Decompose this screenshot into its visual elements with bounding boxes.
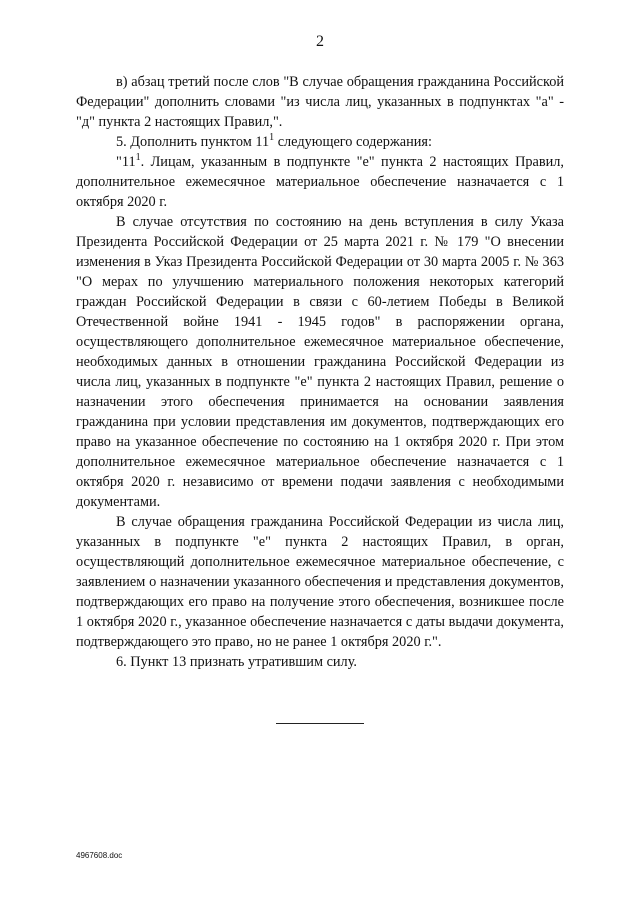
item-11-1-number: "11 bbox=[116, 154, 136, 170]
footer-file-reference: 4967608.doc bbox=[76, 851, 123, 860]
page-number: 2 bbox=[316, 33, 324, 50]
document-body bbox=[76, 72, 564, 672]
paragraph-amendment-v: в) абзац третий после слов "В случае обращения гражданина Российской Федерации" дополнить словами "из числа лиц, указанных в подпунктах "а" - "д" пункта 2 настоящих Правил,". bbox=[76, 74, 564, 130]
paragraph-item-5 bbox=[76, 132, 564, 152]
item-11-1-text: . Лицам, указанным в подпункте "е" пункта 2 настоящих Правил, дополнительное ежемесячное материальное обеспечение назначается с 1 октября 2020 г. bbox=[76, 154, 564, 210]
end-divider-line bbox=[276, 723, 364, 724]
item-5-text: 5. Дополнить пунктом 11 bbox=[116, 134, 270, 150]
paragraph-absence-case: В случае отсутствия по состоянию на день вступления в силу Указа Президента Российской Федерации от 25 марта 2021 г. № 179 "О внесении изменения в Указ Президента Российской Федерации от 30 марта 2005 г. № 363 "О мерах по улучшению материального положения некоторых категорий граждан Российской Федерации в связи с 60-летием Победы в Великой Отечественной войне 1941 - 1945 годов" в распоряжении органа, осуществляющего дополнительное ежемесячное материальное обеспечение, необходимых данных в отношении гражданина Российской Федерации из числа лиц, указанных в подпункте "е" пункта 2 настоящих Правил, решение о назначении этого обеспечения принимается на основании заявления гражданина при условии представления им документов, подтверждающих его право на указанное обеспечение по состоянию на 1 октября 2020 г. При этом дополнительное ежемесячное материальное обеспечение назначается с 1 октября 2020 г. независимо от времени подачи заявления с необходимыми документами. bbox=[76, 214, 564, 510]
item-11-1-superscript: 1 bbox=[135, 152, 141, 164]
paragraph-application-case: В случае обращения гражданина Российской Федерации из числа лиц, указанных в подпункте "е" пункта 2 настоящих Правил, в орган, осуществляющий дополнительное ежемесячное материальное обеспечение, с заявлением о назначении указанного обеспечения и представления документов, подтверждающих его право на получение этого обеспечения, возникшее после 1 октября 2020 г., указанное обеспечение назначается с даты выдачи документа, подтверждающего это право, но не ранее 1 октября 2020 г.". bbox=[76, 514, 564, 650]
paragraph-item-6: 6. Пункт 13 признать утратившим силу. bbox=[116, 654, 357, 670]
item-5-text-after: следующего содержания: bbox=[274, 134, 432, 150]
paragraph-item-11-1 bbox=[76, 152, 564, 212]
item-5-superscript: 1 bbox=[269, 132, 275, 144]
